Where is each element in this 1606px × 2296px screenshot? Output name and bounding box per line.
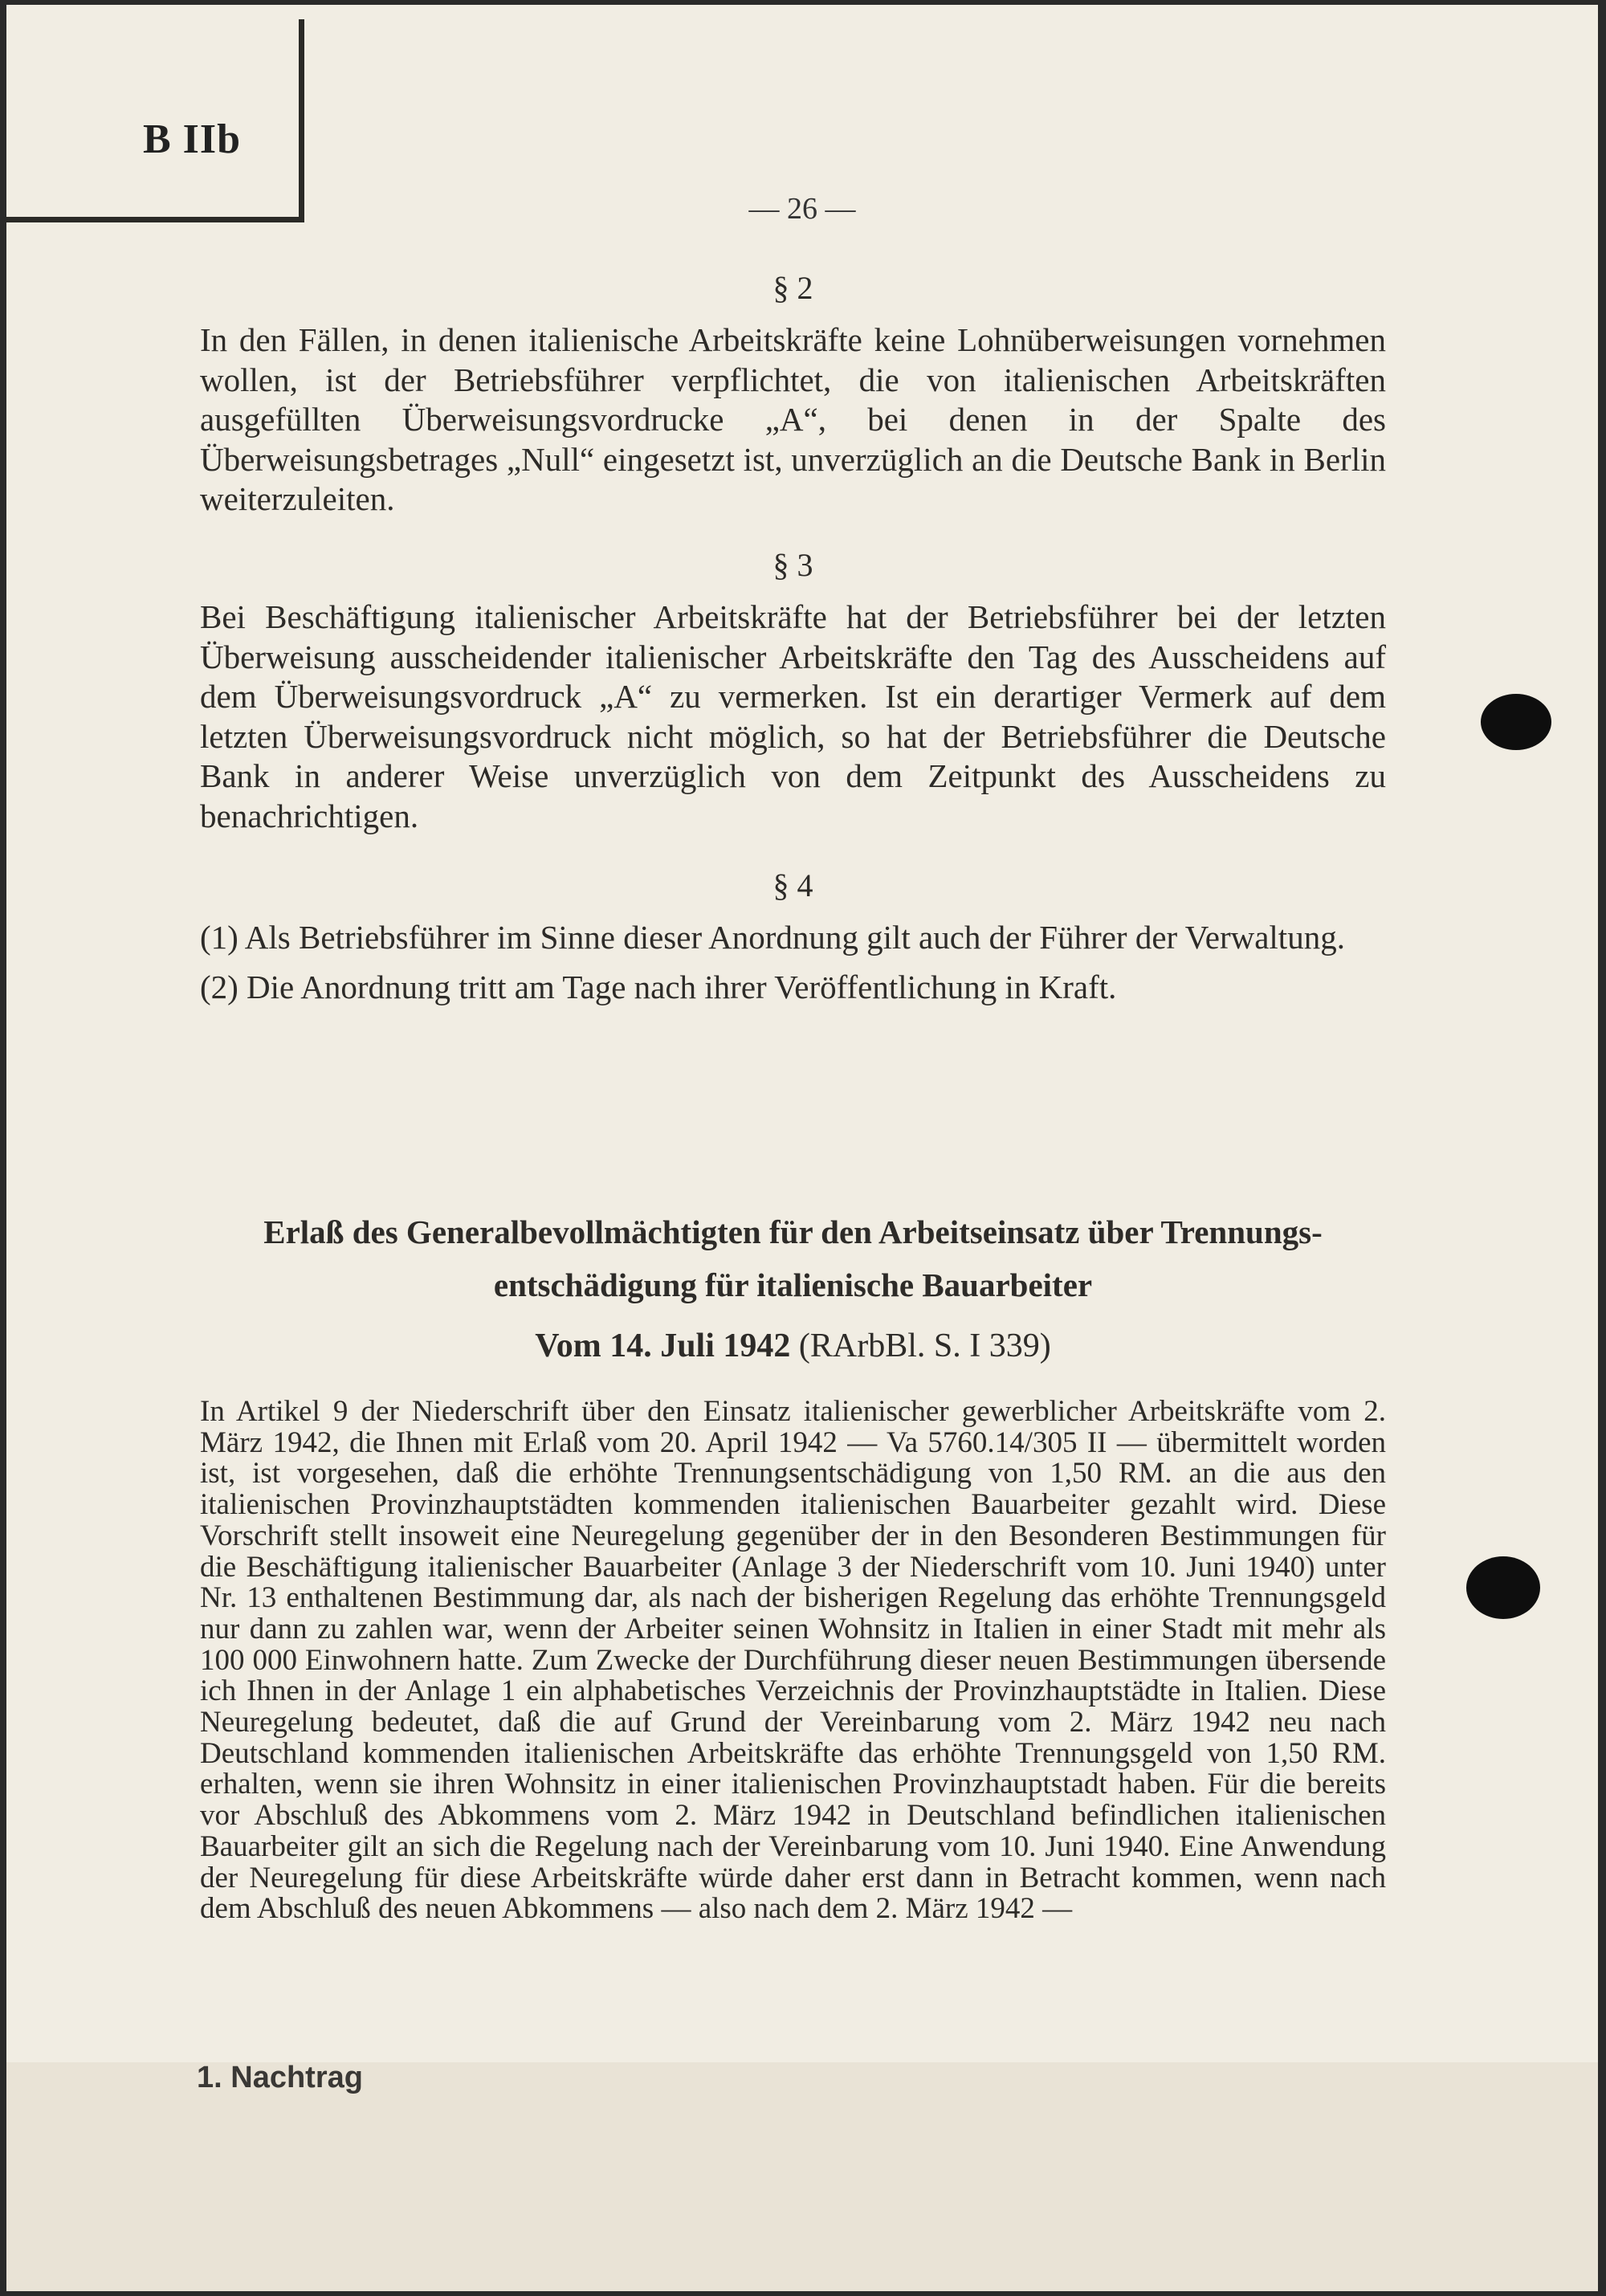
footer-supplement-mark: 1. Nachtrag <box>197 2061 363 2094</box>
paragraph-3-text: Bei Beschäftigung italienischer Arbeitskräfte hat der Betriebsführer bei der letzten Überweisung ausscheidender italienischer Arbeitskräfte den Tag des Ausscheidens auf dem Überweisungsvordruck „A“ zu vermerken. Ist ein derartiger Vermerk auf dem letzten Überweisungsvordruck nicht möglich, so hat der Betriebsführer die Deutsche Bank in anderer Weise unverzüglich von dem Zeitpunkt des Ausscheidens zu benachrichtigen. <box>200 598 1386 834</box>
decree-section <box>200 1205 1386 1925</box>
paragraph-3-heading: § 3 <box>772 547 813 583</box>
document-page <box>6 5 1598 2291</box>
decree-date-main: Vom 14. Juli 1942 <box>535 1327 791 1364</box>
punch-hole-lower <box>1466 1556 1540 1619</box>
paragraph-4-heading: § 4 <box>772 867 813 903</box>
paragraph-2 <box>200 271 1386 520</box>
page-number: — 26 — <box>748 192 856 226</box>
decree-text: In Artikel 9 der Niederschrift über den Einsatz italienischer gewerblicher Arbeitskräfte vom 2. März 1942, die Ihnen mit Erlaß vom 20. April 1942 — Va 5760.14/305 II — übermittelt worden ist, ist vorgesehen, daß die erhöhte Trennungsentschädigung von 1,50 RM. an die aus den italienischen Provinzhauptstädten kommenden italienischen Bauarbeiter gezahlt wird. Diese Vorschrift stellt insoweit eine Neuregelung gegenüber der in den Besonderen Bestimmungen für die Beschäftigung italienischer Bauarbeiter (Anlage 3 der Niederschrift vom 10. Juni 1940) unter Nr. 13 enthaltenen Bestimmung dar, als nach der bisherigen Regelung das erhöhte Trennungsgeld nur dann zu zahlen war, wenn der Arbeiter seinen Wohnsitz in Italien in einer Stadt mit mehr als 100 000 Einwohnern hatte. Zum Zwecke der Durchführung dieser neuen Bestimmungen übersende ich Ihnen in der Anlage 1 ein alphabetisches Verzeichnis der Provinzhauptstädte in Italien. Diese Neuregelung bedeutet, daß die auf Grund der Vereinbarung vom 2. März 1942 neu nach Deutschland kommenden italienischen Arbeitskräfte das erhöhte Trennungsgeld von 1,50 RM. erhalten, wenn sie ihren Wohnsitz in einer italienischen Provinzhauptstadt haben. Für die bereits vor Abschluß des Abkommens vom 2. März 1942 in Deutschland befindlichen italienischen Bauarbeiter gilt an sich die Regelung nach der Vereinbarung vom 10. Juni 1940. Eine Anwendung der Neuregelung für diese Arbeitskräfte würde daher erst dann in Betracht kommen, wenn nach dem Abschluß des neuen Abkommens — also nach dem 2. März 1942 — <box>200 1395 1386 1926</box>
paragraph-2-text: In den Fällen, in denen italienische Arbeitskräfte keine Lohnüberweisungen vornehmen wollen, ist der Betriebsführer verpflichtet, die von italienischen Arbeitskräften ausgefüllten Überweisungsvordrucke „A“, bei denen in der Spalte des Überweisungsbetrages „Null“ eingesetzt ist, unverzüglich an die Deutsche Bank in Berlin weiterzuleiten. <box>200 321 1386 517</box>
decree-date-reference: (RArbBl. S. I 339) <box>798 1327 1051 1364</box>
decree-title-line-2: entschädigung für italienische Bauarbeiter <box>493 1266 1093 1303</box>
section-label: B IIb <box>143 116 242 162</box>
paragraph-4-item-2: (2) Die Anordnung tritt am Tage nach ihrer Veröffentlichung in Kraft. <box>200 968 1117 1005</box>
decree-date <box>200 1326 1386 1366</box>
paper-fold-band <box>6 2062 1598 2291</box>
paragraph-3 <box>200 548 1386 836</box>
punch-hole-upper <box>1481 694 1551 750</box>
decree-title-line-1: Erlaß des Generalbevollmächtigten für den Arbeitseinsatz über Trennungs- <box>263 1213 1323 1250</box>
paragraph-2-heading: § 2 <box>772 270 813 306</box>
paragraph-4-item-1: (1) Als Betriebsführer im Sinne dieser Anordnung gilt auch der Führer der Verwaltung. <box>200 919 1345 956</box>
paragraph-4 <box>200 868 1386 1007</box>
